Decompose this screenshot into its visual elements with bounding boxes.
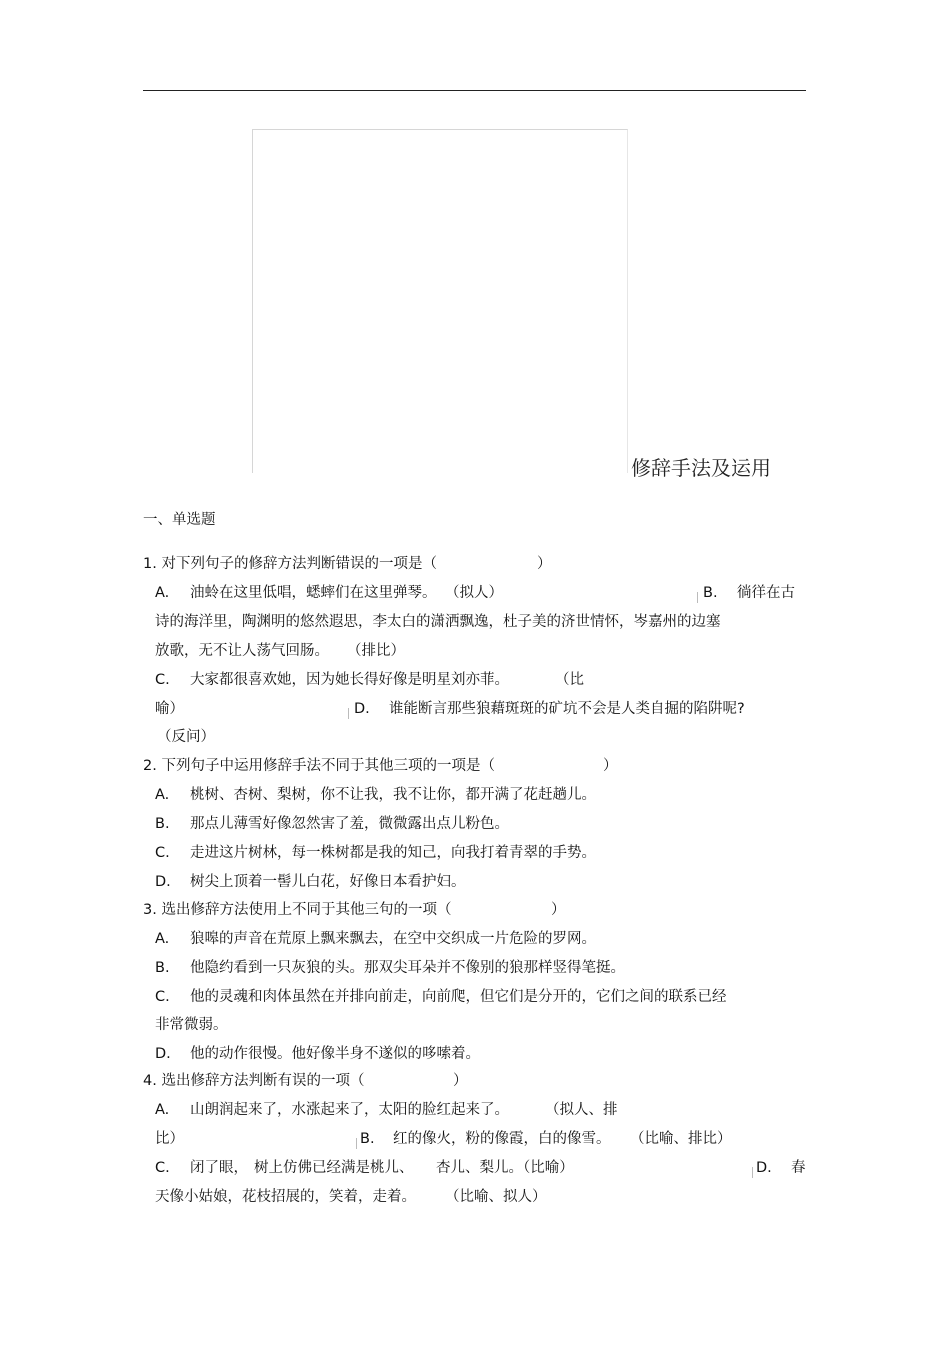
- q4-option-c-text: 闭了眼，: [190, 1160, 248, 1176]
- q3-option-a-letter: A.: [155, 931, 170, 947]
- q4-close: ）: [453, 1073, 468, 1089]
- q1-option-b-text-cont: 诗的海洋里，陶渊明的悠然遐思，李太白的潇洒飘逸，杜子美的济世情怀，岑嘉州的边塞: [155, 614, 721, 630]
- header-rule: [143, 90, 806, 91]
- q4-option-c-letter: C.: [155, 1160, 170, 1176]
- q1-option-b-text-end: 放歌，无不让人荡气回肠。: [155, 643, 329, 659]
- q2-option-c-text: 走进这片树林，每一株树都是我的知己，向我打着青翠的手势。: [190, 845, 596, 861]
- q3-option-c-text-end: 非常微弱。: [155, 1017, 228, 1033]
- q4-option-a-tag-end: 比）: [155, 1131, 184, 1147]
- q1-option-d-letter: D.: [354, 701, 370, 717]
- q3-option-a-text: 狼嗥的声音在荒原上飘来飘去，在空中交织成一片危险的罗网。: [190, 931, 596, 947]
- q3-option-d-text: 他的动作很慢。他好像半身不遂似的哆嗦着。: [190, 1046, 480, 1062]
- q1-option-c-tag-end: 喻）: [155, 701, 184, 717]
- q1-option-d-tag: （反问）: [157, 729, 215, 745]
- q4-option-b-letter: B.: [360, 1131, 375, 1147]
- q4-option-d-tag: （比喻、拟人）: [445, 1189, 547, 1205]
- q4-option-d-letter: D.: [756, 1160, 772, 1176]
- section-heading: 一、单选题: [143, 512, 216, 528]
- q1-option-b-letter: B.: [703, 585, 718, 601]
- q1-option-b-text: 徜徉在古: [737, 585, 795, 601]
- q2-option-d-letter: D.: [155, 874, 171, 890]
- q2-close: ）: [603, 758, 618, 774]
- q1-option-b-tag: （排比）: [347, 643, 405, 659]
- q1-stem: 1. 对下列句子的修辞方法判断错误的一项是（: [143, 556, 437, 572]
- q4-stem: 4. 选出修辞方法判断有误的一项（: [143, 1073, 365, 1089]
- q2-option-a-letter: A.: [155, 787, 170, 803]
- figure-placeholder: [252, 129, 628, 473]
- q3-close: ）: [551, 902, 566, 918]
- q1-option-d-text: 谁能断言那些狼藉斑斑的矿坑不会是人类自掘的陷阱呢?: [389, 701, 745, 717]
- q3-stem: 3. 选出修辞方法使用上不同于其他三句的一项（: [143, 902, 452, 918]
- q2-option-c-letter: C.: [155, 845, 170, 861]
- q4-option-d-text: 春: [791, 1160, 806, 1176]
- q3-option-b-text: 他隐约看到一只灰狼的头。那双尖耳朵并不像别的狼那样竖得笔挺。: [190, 960, 625, 976]
- q2-option-b-text: 那点儿薄雪好像忽然害了羞，微微露出点儿粉色。: [190, 816, 509, 832]
- q4-option-a-tag: （拟人、排: [545, 1102, 618, 1118]
- q3-option-d-letter: D.: [155, 1046, 171, 1062]
- option-separator: [697, 592, 698, 603]
- q3-option-c-letter: C.: [155, 989, 170, 1005]
- q4-option-c-text-end: 杏儿、梨儿。（比喻）: [436, 1160, 574, 1176]
- q1-option-c-tag: （比: [555, 672, 584, 688]
- q1-option-a-letter: A.: [155, 585, 170, 601]
- option-separator: [348, 708, 349, 719]
- q2-option-a-text: 桃树、杏树、梨树，你不让我，我不让你，都开满了花赶趟儿。: [190, 787, 596, 803]
- doc-title: 修辞手法及运用: [631, 456, 771, 480]
- q2-stem: 2. 下列句子中运用修辞手法不同于其他三项的一项是（: [143, 758, 495, 774]
- q3-option-c-text: 他的灵魂和肉体虽然在并排向前走，向前爬，但它们是分开的，它们之间的联系已经: [190, 989, 727, 1005]
- q4-option-a-text: 山朗润起来了，水涨起来了，太阳的脸红起来了。: [190, 1102, 509, 1118]
- q4-option-a-letter: A.: [155, 1102, 170, 1118]
- option-separator: [356, 1138, 357, 1149]
- q1-option-c-text: 大家都很喜欢她，因为她长得好像是明星刘亦菲。: [190, 672, 509, 688]
- q1-option-c-letter: C.: [155, 672, 170, 688]
- q4-option-c-text-mid: 树上仿佛已经满是桃儿、: [254, 1160, 414, 1176]
- q1-close: ）: [537, 556, 552, 572]
- q4-option-b-tag: （比喻、排比）: [630, 1131, 732, 1147]
- option-separator: [752, 1167, 753, 1178]
- q4-option-d-text-cont: 天像小姑娘，花枝招展的，笑着，走着。: [155, 1189, 416, 1205]
- q3-option-b-letter: B.: [155, 960, 170, 976]
- q1-option-a-text: 油蛉在这里低唱，蟋蟀们在这里弹琴。: [190, 585, 437, 601]
- q2-option-b-letter: B.: [155, 816, 170, 832]
- q1-option-a-tag: （拟人）: [445, 585, 503, 601]
- q4-option-b-text: 红的像火，粉的像霞，白的像雪。: [393, 1131, 611, 1147]
- q2-option-d-text: 树尖上顶着一髻儿白花，好像日本看护妇。: [190, 874, 466, 890]
